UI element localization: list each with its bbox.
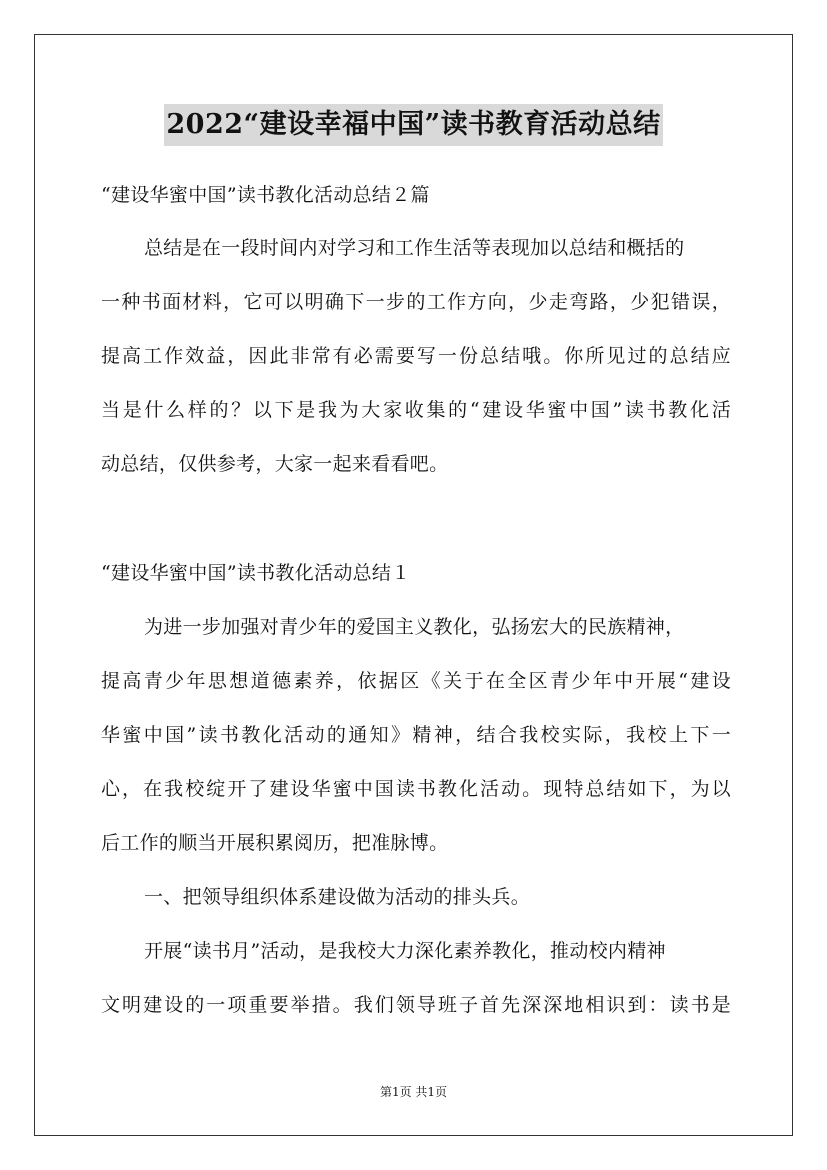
paragraph-line: 为进一步加强对青少年的爱国主义教化，弘扬宏大的民族精神，	[144, 616, 685, 638]
section-heading: “建设华蜜中国”读书教化活动总结１	[101, 562, 411, 584]
title-container	[0, 104, 827, 146]
document-title: 2022“建设幸福中国”读书教育活动总结	[164, 104, 662, 146]
paragraph-line: 提高青少年思想道德素养，依据区《关于在全区青少年中开展“建设	[101, 670, 731, 692]
paragraph-line: 文明建设的一项重要举措。我们领导班子首先深深地相识到：读书是	[101, 994, 731, 1016]
paragraph-line: 当是什么样的？以下是我为大家收集的“建设华蜜中国”读书教化活	[101, 399, 731, 421]
paragraph-line: 开展“读书月”活动，是我校大力深化素养教化，推动校内精神	[144, 940, 666, 962]
paragraph-line: 华蜜中国”读书教化活动的通知》精神，结合我校实际，我校上下一	[101, 724, 731, 746]
paragraph-line: 心，在我校绽开了建设华蜜中国读书教化活动。现特总结如下，为以	[101, 778, 731, 800]
subsection-heading: 一、把领导组织体系建设做为活动的排头兵。	[144, 886, 531, 908]
paragraph-line: 总结是在一段时间内对学习和工作生活等表现加以总结和概括的	[144, 237, 685, 259]
section-heading: “建设华蜜中国”读书教化活动总结２篇	[101, 184, 430, 206]
paragraph-line: 一种书面材料，它可以明确下一步的工作方向，少走弯路，少犯错误，	[101, 291, 731, 313]
paragraph-line: 后工作的顺当开展积累阅历，把准脉博。	[101, 832, 449, 854]
paragraph-line: 提高工作效益，因此非常有必需要写一份总结哦。你所见过的总结应	[101, 345, 731, 367]
paragraph-line: 动总结，仅供参考，大家一起来看看吧。	[101, 453, 449, 475]
page-footer: 第1页 共1页	[379, 1085, 448, 1099]
